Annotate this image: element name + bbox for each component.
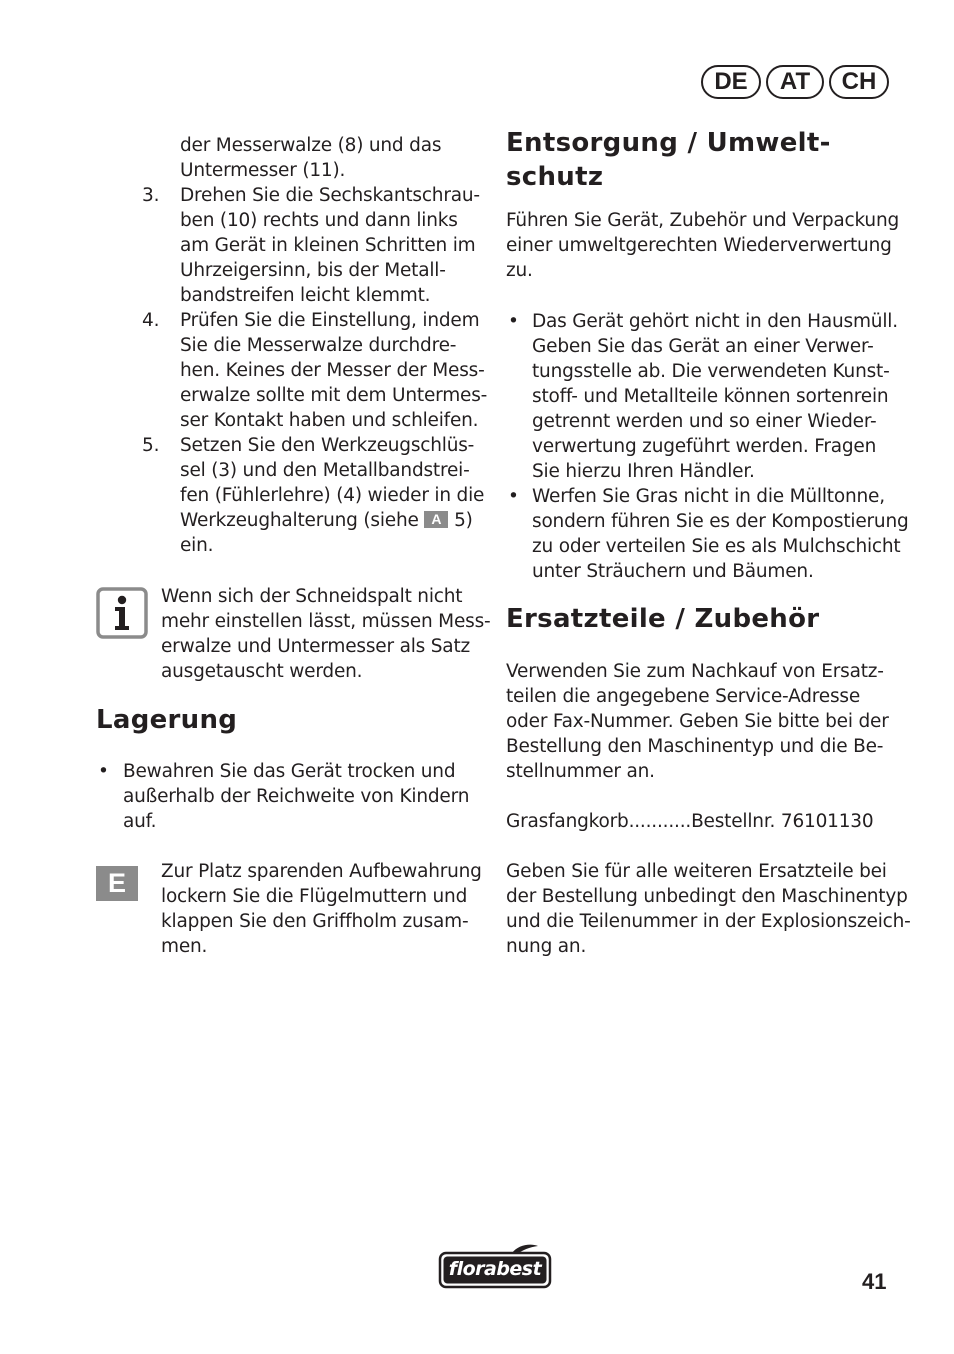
order-number: Bestellnr. 76101130 xyxy=(691,811,874,832)
bullet-marker: • xyxy=(98,761,109,782)
step-number: 3. xyxy=(142,185,160,206)
section-heading-storage: Lagerung xyxy=(96,705,238,735)
disposal-bullet-text: Das Gerät gehört nicht in den Hausmüll. Geben Sie das Gerät an einer Verwer- tungsstelle ab. Die verwendeten Kunst- stoff- und Metallteile können sortenrein getrennt werden und so einer Wieder- verwertung zugeführt werden. Fragen Sie hierzu Ihren Händler. xyxy=(532,311,898,482)
spare-parts-intro: Verwenden Sie zum Nachkauf von Ersatz- teilen die angegebene Service-Adresse oder Fax-Nummer. Geben Sie bitte bei der Bestellung den Maschinentyp und die Be- stellnummer an. xyxy=(506,661,889,782)
step-number: 4. xyxy=(142,310,160,331)
section-heading-disposal: Entsorgung / Umwelt- schutz xyxy=(506,128,831,192)
info-icon xyxy=(96,587,148,639)
step-text: Drehen Sie die Sechskantschrau- ben (10) rechts und dann links am Gerät in kleinen Schritten im Uhrzeigersinn, bis der Metall- bandstreifen leicht klemmt. xyxy=(180,185,480,306)
country-badge-de: DE xyxy=(701,65,761,99)
section-heading-spare-parts: Ersatzteile / Zubehör xyxy=(506,604,820,634)
step-text: Prüfen Sie die Einstellung, indem Sie die Messerwalze durchdre- hen. Keines der Messer der Mess- erwalze sollte mit dem Untermes- ser Kontakt haben und schleifen. xyxy=(180,310,488,431)
brand-logo-text: florabest xyxy=(448,1258,542,1280)
step-number: 5. xyxy=(142,435,160,456)
figure-reference-badge: A xyxy=(424,511,448,528)
bullet-marker: • xyxy=(508,486,519,507)
spare-parts-outro: Geben Sie für alle weiteren Ersatzteile bei der Bestellung unbedingt den Maschinentyp und die Teilenummer in der Explosionszeich- nung an. xyxy=(506,861,911,957)
order-line xyxy=(506,809,873,834)
info-note-text: Wenn sich der Schneidspalt nicht mehr einstellen lässt, müssen Mess- erwalze und Untermesser als Satz ausgetauscht werden. xyxy=(161,586,491,682)
storage-figure-text: Zur Platz sparenden Aufbewahrung lockern Sie die Flügelmuttern und klappen Sie den Griffholm zusam- men. xyxy=(161,861,482,957)
bullet-marker: • xyxy=(508,311,519,332)
order-item: Grasfangkorb xyxy=(506,811,629,832)
step-continuation: der Messerwalze (8) und das Untermesser (11). xyxy=(180,135,442,181)
disposal-bullet-text: Werfen Sie Gras nicht in die Mülltonne, sondern führen Sie es der Kompostierung zu oder verteilen Sie es als Mulchschicht unter Sträuchern und Bäumen. xyxy=(532,486,909,582)
disposal-intro: Führen Sie Gerät, Zubehör und Verpackung einer umweltgerechten Wiederverwertung zu. xyxy=(506,210,900,281)
figure-e-badge: E xyxy=(96,866,138,901)
order-dots: ........... xyxy=(628,811,692,832)
country-badge-at: AT xyxy=(766,65,824,99)
storage-bullet-text: Bewahren Sie das Gerät trocken und außerhalb der Reichweite von Kindern auf. xyxy=(123,761,470,832)
brand-logo xyxy=(438,1243,552,1289)
step-text: Setzen Sie den Werkzeugschlüs- sel (3) und den Metallbandstrei- fen (Fühlerlehre) (4) wieder in die Werkzeughalterung (siehe A 5) ein. xyxy=(180,435,485,556)
page-number: 41 xyxy=(862,1269,887,1294)
country-badge-ch: CH xyxy=(829,65,889,99)
